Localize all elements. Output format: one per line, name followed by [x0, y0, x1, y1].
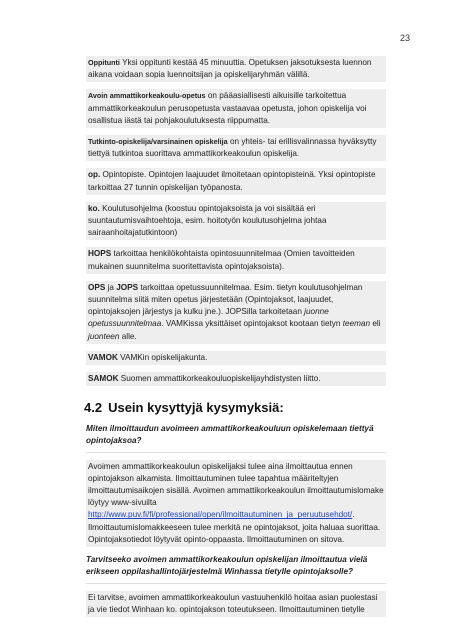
definition-tutkinto-opiskelija	[86, 135, 386, 161]
definition-text: on pääasiallisesti aikuisille tarkoitettua ammattikorkeakoulun perusopetusta vastaavaa opetusta, johon opiskelija voi osallistua iästä tai pohjakoulutuksesta riippumatta.	[88, 91, 367, 125]
definition-text: Koulutusohjelma (koostuu opintojaksoista ja voi sisältää eri suuntautumisvaihtoehtoja, esim. hoitotyön koulutusohjelma johtaa sairaanhoitajatutkintoon)	[88, 203, 327, 238]
definition-text: . VAMKissa yksittäiset opintojaksot kootaan tietyn	[161, 319, 343, 329]
definition-text: Opintopiste. Opintojen laajuudet ilmoitetaan opintopisteinä. Yksi opintopiste tarkoittaa 27 tunnin opiskelijan työpanosta.	[88, 170, 376, 192]
section-number: 4.2	[84, 400, 103, 416]
faq-question	[86, 423, 386, 452]
definition-ops-jops	[86, 281, 386, 344]
definition-term: Tutkinto-opiskelija/varsinainen opiskelija	[88, 137, 228, 147]
faq-question-text: Tarvitseeko avoimen ammattikorkeakoulun opiskelijan ilmoittautua vielä erikseen oppilashallintojärjestelmä Winhassa tietylle opintojaksolle?	[86, 555, 368, 577]
definition-term: Oppitunti	[88, 58, 120, 67]
faq-answer	[86, 591, 386, 617]
definition-term: VAMOK	[88, 352, 118, 362]
definition-text: alle.	[119, 331, 137, 341]
emphasis-text: juonne opetussuunnitelmaa	[88, 307, 329, 329]
definition-oppitunti	[86, 56, 386, 82]
definition-text: on yhteis- tai erillisvalinnassa hyväksytty tiettyä tutkintoa suorittava ammattikorkeakoulun opiskelija.	[88, 137, 377, 159]
emphasis-text: juonteen	[88, 331, 120, 341]
definition-term: op.	[88, 170, 101, 180]
definition-text: ja	[105, 282, 117, 292]
definition-term: HOPS	[88, 249, 112, 259]
definition-term: OPS	[88, 282, 106, 292]
definition-term: SAMOK	[88, 374, 119, 384]
registration-link[interactable]: http://www.puv.fi/fi/professional/open/ilmoittautuminen_ja_peruutusehdot/	[88, 510, 353, 520]
definition-vamok	[86, 351, 386, 365]
definition-text: eli	[370, 319, 381, 329]
definition-term: Avoin ammattikorkeakoulu-opetus	[88, 91, 206, 101]
definition-text: tarkoittaa opetussuunnitelmaa. Esim. tietyn koulutusohjelman suunnitelma siitä miten opetus järjestetään (Opintojaksot, laajuudet, opintojaksojen järjestys ja kulku jne.). JOPSilla tarkoitetaan	[88, 282, 363, 317]
definition-samok	[86, 372, 386, 386]
emphasis-text: teeman	[342, 319, 371, 329]
faq-answer-text: . Ilmoittautumislomakkeeseen tulee merkitä ne opintojaksot, joita haluaa suorittaa. Opintojaksotiedot löytyvät opinto-oppaasta. Ilmoittautuminen on sitova.	[88, 510, 381, 544]
faq-question-text: Miten ilmoittaudun avoimeen ammattikorkeakouluun opiskelemaan tiettyä opintojaksoa?	[86, 424, 374, 446]
definition-text: Suomen ammattikorkeakouluopiskelijayhdistysten liitto.	[118, 374, 321, 384]
definition-op	[86, 168, 386, 194]
faq-answer	[86, 460, 386, 547]
definition-ko	[86, 202, 386, 241]
section-heading	[84, 400, 386, 416]
definition-text: Yksi oppitunti kestää 45 minuuttia. Opetuksen jaksotuksesta luennon aikana voidaan sopia luennoitsijan ja opiskelijaryhmän välillä.	[88, 58, 372, 80]
faq-question	[86, 554, 386, 583]
definition-text: tarkoittaa henkilökohtaista opintosuunnitelmaa (Omien tavoitteiden mukainen suunnitelma suoritettavista opintojaksoista).	[88, 249, 355, 271]
section-title: Usein kysyttyjä kysymyksiä:	[108, 400, 284, 416]
definition-avoin-opetus	[86, 89, 386, 128]
definition-term: ko.	[88, 203, 100, 213]
faq-answer-text: Ei tarvitse, avoimen ammattikorkeakoulun vastuuhenkilö hoitaa asian puolestasi ja vie tiedot Winhaan ko. opintojakson toteutukseen. Ilmoittautuminen tietylle	[88, 592, 378, 614]
definition-term: JOPS	[116, 282, 139, 292]
page-number: 23	[399, 33, 410, 43]
definition-text: VAMKin opiskelijakunta.	[117, 352, 208, 362]
definition-hops	[86, 247, 386, 273]
page-content	[86, 56, 386, 624]
faq-answer-text: Avoimen ammattikorkeakoulun opiskelijaksi tulee aina ilmoittautua ennen opintojakson alkamista. Ilmoittautuminen tulee tapahtua määriteltyjen ilmoittautumisaikojen sisällä. Avoimen ammattikorkeakoulun ilmoittautumislomake löytyy www-sivuilta	[88, 461, 384, 508]
